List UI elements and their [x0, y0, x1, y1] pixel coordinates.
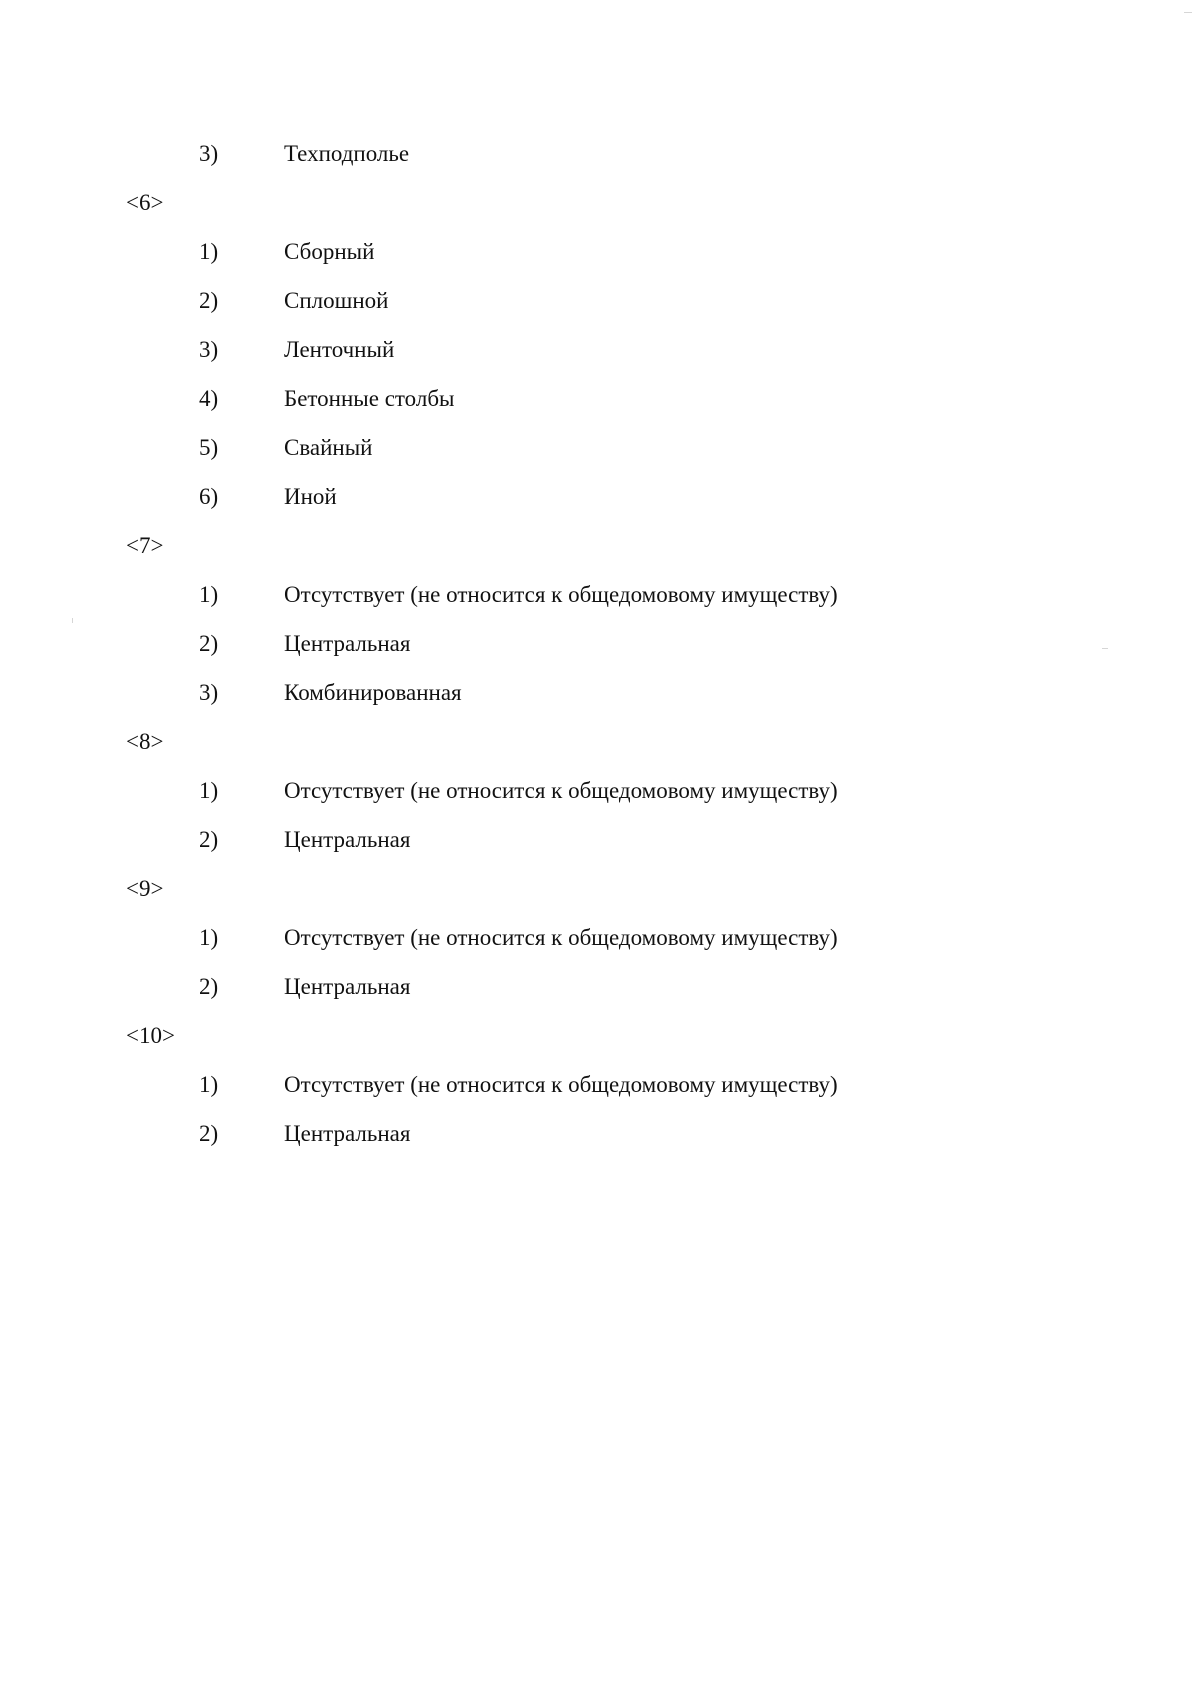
section-label: <7>: [126, 533, 164, 558]
list-item-text: Центральная: [284, 827, 411, 852]
list-item-number: 5): [199, 435, 219, 460]
list-item-text: Ленточный: [284, 337, 395, 362]
list-item-number: 2): [199, 827, 219, 852]
list-item-number: 3): [199, 141, 219, 166]
list-item-text: Отсутствует (не относится к общедомовому имуществу): [284, 582, 838, 607]
scan-artifact: [1102, 648, 1108, 649]
scan-artifact: [72, 618, 73, 623]
list-item-number: 1): [199, 582, 219, 607]
section-label: <10>: [126, 1023, 175, 1048]
section-label: <6>: [126, 190, 164, 215]
section-label: <9>: [126, 876, 164, 901]
list-item-number: 3): [199, 680, 219, 705]
list-item-number: 6): [199, 484, 219, 509]
list-item-text: Центральная: [284, 974, 411, 999]
list-item-number: 2): [199, 288, 219, 313]
list-item-number: 4): [199, 386, 219, 411]
list-item-text: Комбинированная: [284, 680, 462, 705]
list-item-text: Центральная: [284, 1121, 411, 1146]
list-item-text: Бетонные столбы: [284, 386, 455, 411]
list-item-text: Техподполье: [284, 141, 410, 166]
list-item-number: 2): [199, 1121, 219, 1146]
list-item-number: 1): [199, 925, 219, 950]
list-item-text: Центральная: [284, 631, 411, 656]
list-item-number: 1): [199, 1072, 219, 1097]
list-item-text: Отсутствует (не относится к общедомовому имуществу): [284, 925, 838, 950]
list-item-text: Иной: [284, 484, 337, 509]
list-item-text: Свайный: [284, 435, 373, 460]
list-item-number: 3): [199, 337, 219, 362]
section-label: <8>: [126, 729, 164, 754]
list-item-text: Сборный: [284, 239, 375, 264]
list-item-text: Отсутствует (не относится к общедомовому имуществу): [284, 778, 838, 803]
list-item-number: 2): [199, 974, 219, 999]
list-item-text: Отсутствует (не относится к общедомовому имуществу): [284, 1072, 838, 1097]
list-item-number: 1): [199, 778, 219, 803]
scan-artifact: [1184, 12, 1192, 13]
list-item-number: 2): [199, 631, 219, 656]
list-item-text: Сплошной: [284, 288, 389, 313]
list-item-number: 1): [199, 239, 219, 264]
